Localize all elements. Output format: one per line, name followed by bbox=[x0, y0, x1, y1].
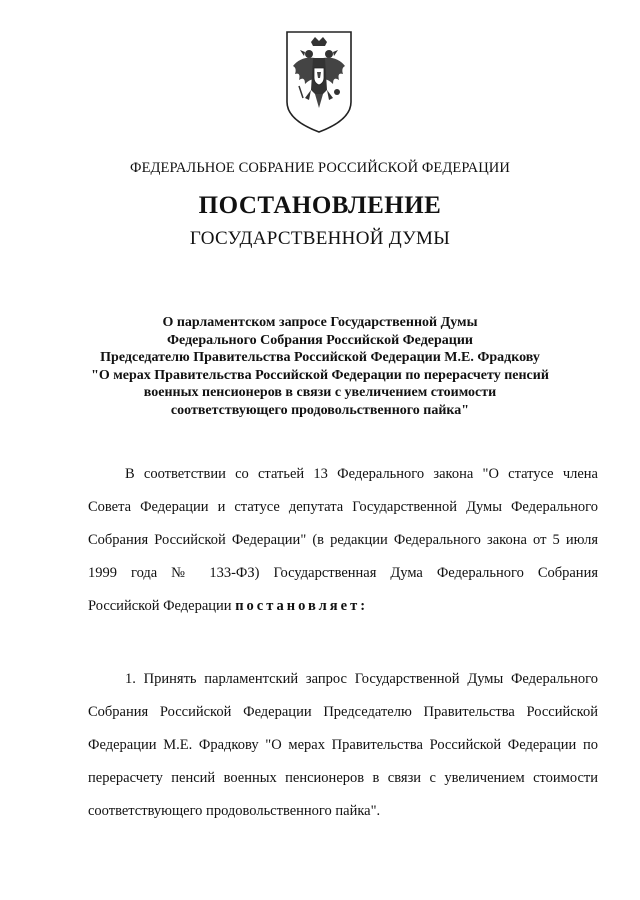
resolves-keyword: постановляет: bbox=[235, 598, 369, 614]
document-issuer: ГОСУДАРСТВЕННОЙ ДУМЫ bbox=[189, 228, 451, 249]
resolution-subject bbox=[60, 314, 580, 420]
subject-line: Председателю Правительства Российской Федерации М.Е. Фрадкову bbox=[100, 350, 540, 366]
subject-line: "О мерах Правительства Российской Федерации по перерасчету пенсий bbox=[91, 367, 549, 383]
subject-line: соответствующего продовольственного пайка" bbox=[170, 402, 470, 418]
paragraph-line: В соответствии со статьей 13 Федерального закона "О статусе члена bbox=[125, 466, 598, 482]
paragraph-line: Совета Федерации и статусе депутата Государственной Думы Федерального bbox=[88, 499, 598, 515]
paragraph-line: 1. Принять парламентский запрос Государственной Думы Федерального bbox=[125, 671, 598, 687]
subject-line: военных пенсионеров в связи с увеличением стоимости bbox=[143, 385, 497, 401]
parliament-name: ФЕДЕРАЛЬНОЕ СОБРАНИЕ РОССИЙСКОЙ ФЕДЕРАЦИИ bbox=[130, 160, 510, 176]
paragraph-line-final bbox=[88, 590, 598, 623]
paragraph-line: Собрания Российской Федерации Председателю Правительства Российской bbox=[88, 704, 598, 720]
paragraph-line: Собрания Российской Федерации" (в редакции Федерального закона от 5 июля bbox=[88, 532, 598, 548]
document-type-title: ПОСТАНОВЛЕНИЕ bbox=[198, 192, 442, 219]
paragraph-line: перерасчету пенсий военных пенсионеров в связи с увеличением стоимости bbox=[88, 770, 598, 786]
paragraph-line-text: Российской Федерации bbox=[88, 598, 232, 614]
item-1-paragraph bbox=[88, 663, 598, 828]
coat-of-arms-emblem bbox=[281, 28, 357, 136]
paragraph-line: 1999 года № 133-ФЗ) Государственная Дума Федерального Собрания bbox=[88, 565, 598, 581]
subject-line: Федерального Собрания Российской Федерации bbox=[167, 332, 473, 348]
subject-line: О парламентском запросе Государственной Думы bbox=[162, 315, 478, 330]
paragraph-line: Федерации М.Е. Фрадкову "О мерах Правительства Российской Федерации по bbox=[88, 737, 598, 753]
preamble-paragraph bbox=[88, 458, 598, 623]
paragraph-line: соответствующего продовольственного пайка". bbox=[88, 803, 381, 819]
